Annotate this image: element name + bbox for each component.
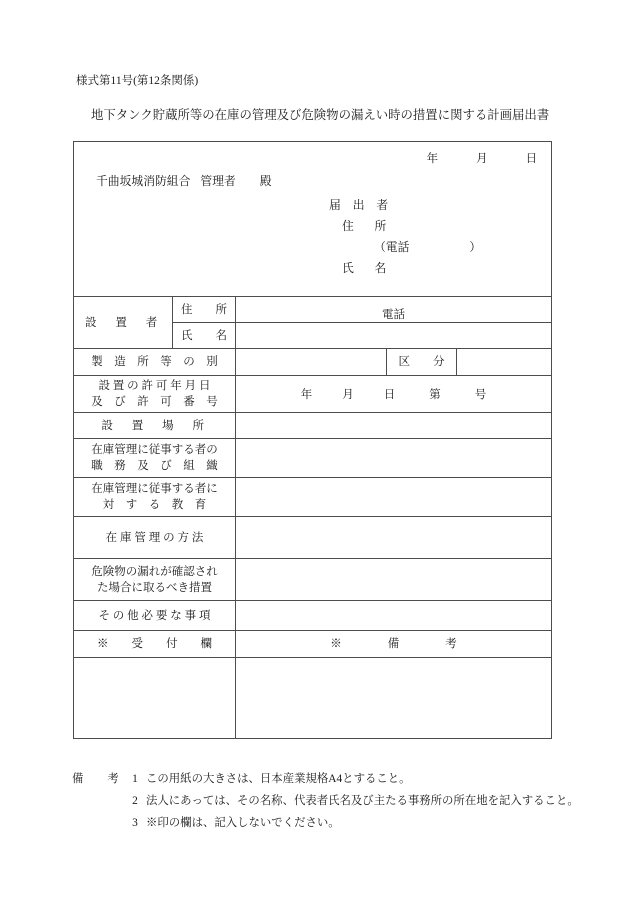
table-row-official-blank <box>74 658 552 739</box>
submitter-tel-open: （電話 <box>374 240 410 254</box>
date-year-label: 年 <box>426 153 439 165</box>
submitter-name-label: 氏 名 <box>342 261 391 275</box>
note-text: 法人にあっては、その名称、代表者氏名及び主たる事務所の所在地を記入すること。 <box>146 795 579 807</box>
method-value-cell[interactable] <box>236 517 552 559</box>
remarks-label: ※ 備 考 <box>330 638 457 650</box>
table-row-leak-measures <box>74 559 552 601</box>
date-line <box>427 150 538 166</box>
other-value-cell[interactable] <box>236 601 552 631</box>
permit-day-label: 日 <box>383 389 396 401</box>
permit-placeholder-line <box>236 386 551 402</box>
permit-year-label: 年 <box>300 389 313 401</box>
document-title: 地下タンク貯蔵所等の在庫の管理及び危険物の漏えい時の措置に関する計画届出書 <box>91 108 550 122</box>
note-number: 1 <box>132 773 138 785</box>
notes-heading: 備 考 <box>72 773 125 785</box>
table-row-other <box>74 601 552 631</box>
note-item <box>72 790 579 812</box>
note-number: 3 <box>132 817 138 829</box>
education-value-cell[interactable] <box>236 478 552 517</box>
education-label-cell <box>74 478 236 517</box>
other-label-cell <box>74 601 236 631</box>
installer-name-label: 氏 名 <box>181 329 227 342</box>
note-item <box>72 768 579 790</box>
permit-number-suffix: 号 <box>474 389 487 401</box>
method-label: 在 庫 管 理 の 方 法 <box>105 531 204 544</box>
facility-kind-label: 製 造 所 等 の 別 <box>91 356 218 368</box>
date-month-label: 月 <box>476 153 488 165</box>
form-number: 様式第11号(第12条関係) <box>76 75 199 87</box>
submitter-tel-close: ） <box>469 240 482 254</box>
leak-label-line1: 危険物の漏れが確認され <box>91 565 218 578</box>
submitter-tel-line <box>329 237 481 258</box>
table-row-header <box>74 142 552 297</box>
receipt-blank-cell[interactable] <box>74 658 236 739</box>
method-label-cell <box>74 517 236 559</box>
duty-label-cell <box>74 439 236 478</box>
other-label: そ の 他 必 要 な 事 項 <box>98 609 211 622</box>
permit-label-line1: 設 置 の 許 可 年 月 日 <box>98 380 211 392</box>
facility-kind-label-cell <box>74 349 236 376</box>
addressee-honorific: 殿 <box>259 174 272 188</box>
installer-name-label-cell <box>173 323 236 349</box>
duty-label-line2: 職 務 及 び 組 織 <box>91 460 218 472</box>
facility-kind-value-cell[interactable] <box>236 349 387 376</box>
permit-value-cell[interactable] <box>236 376 552 413</box>
notes-heading-spacer <box>72 790 124 812</box>
form-table <box>73 141 552 739</box>
installer-label: 設 置 者 <box>85 316 161 329</box>
submitter-block <box>329 195 481 279</box>
table-row-facility-kind <box>74 349 552 376</box>
table-row-installer-address <box>74 297 552 323</box>
addressee-block-cell <box>74 142 552 297</box>
addressee-line <box>96 172 272 189</box>
submitter-label-line <box>329 195 481 216</box>
receipt-label: ※ 受 付 欄 <box>97 638 212 650</box>
kubun-value-cell[interactable] <box>457 349 552 376</box>
note-text: ※印の欄は、記入しないでください。 <box>146 817 340 829</box>
table-row-place <box>74 413 552 439</box>
remarks-label-cell <box>236 631 552 658</box>
kubun-label-cell <box>387 349 457 376</box>
note-number: 2 <box>132 795 138 807</box>
submitter-address-label: 住 所 <box>342 219 391 233</box>
table-row-official-headers <box>74 631 552 658</box>
installer-address-label: 住 所 <box>181 303 227 316</box>
duty-label-line1: 在庫管理に従事する者の <box>91 444 218 456</box>
submitter-address-line <box>329 216 481 237</box>
kubun-label: 区 分 <box>398 356 445 368</box>
leak-label-cell <box>74 559 236 601</box>
table-row-duty <box>74 439 552 478</box>
submitter-label: 届 出 者 <box>329 198 393 212</box>
submitter-name-line <box>329 258 481 279</box>
leak-label-line2: た場合に取るべき措置 <box>97 581 212 594</box>
permit-month-label: 月 <box>342 389 354 401</box>
table-row-permit <box>74 376 552 413</box>
remarks-blank-cell[interactable] <box>236 658 552 739</box>
installer-label-cell <box>74 297 173 349</box>
receipt-label-cell <box>74 631 236 658</box>
installer-name-value-cell[interactable] <box>236 323 552 349</box>
place-value-cell[interactable] <box>236 413 552 439</box>
permit-label-line2: 及 び 許 可 番 号 <box>91 396 218 408</box>
note-text: この用紙の大きさは、日本産業規格A4とすること。 <box>146 773 411 785</box>
note-item <box>72 812 579 834</box>
addressee-role: 管理者 <box>200 174 236 188</box>
education-label-line1: 在庫管理に従事する者に <box>91 483 218 495</box>
installer-tel-label: 電話 <box>382 308 406 321</box>
notes-block <box>72 768 579 834</box>
installer-address-value-cell[interactable] <box>236 297 552 323</box>
addressee-organization: 千曲坂城消防組合 <box>96 174 191 188</box>
permit-label-cell <box>74 376 236 413</box>
place-label: 設 置 場 所 <box>101 419 208 432</box>
installer-address-label-cell <box>173 297 236 323</box>
place-label-cell <box>74 413 236 439</box>
table-row-education <box>74 478 552 517</box>
permit-number-prefix: 第 <box>429 389 441 401</box>
duty-value-cell[interactable] <box>236 439 552 478</box>
leak-value-cell[interactable] <box>236 559 552 601</box>
table-row-method <box>74 517 552 559</box>
notes-heading-spacer <box>72 812 124 834</box>
education-label-line2: 対 す る 教 育 <box>102 499 207 511</box>
date-day-label: 日 <box>525 153 538 165</box>
